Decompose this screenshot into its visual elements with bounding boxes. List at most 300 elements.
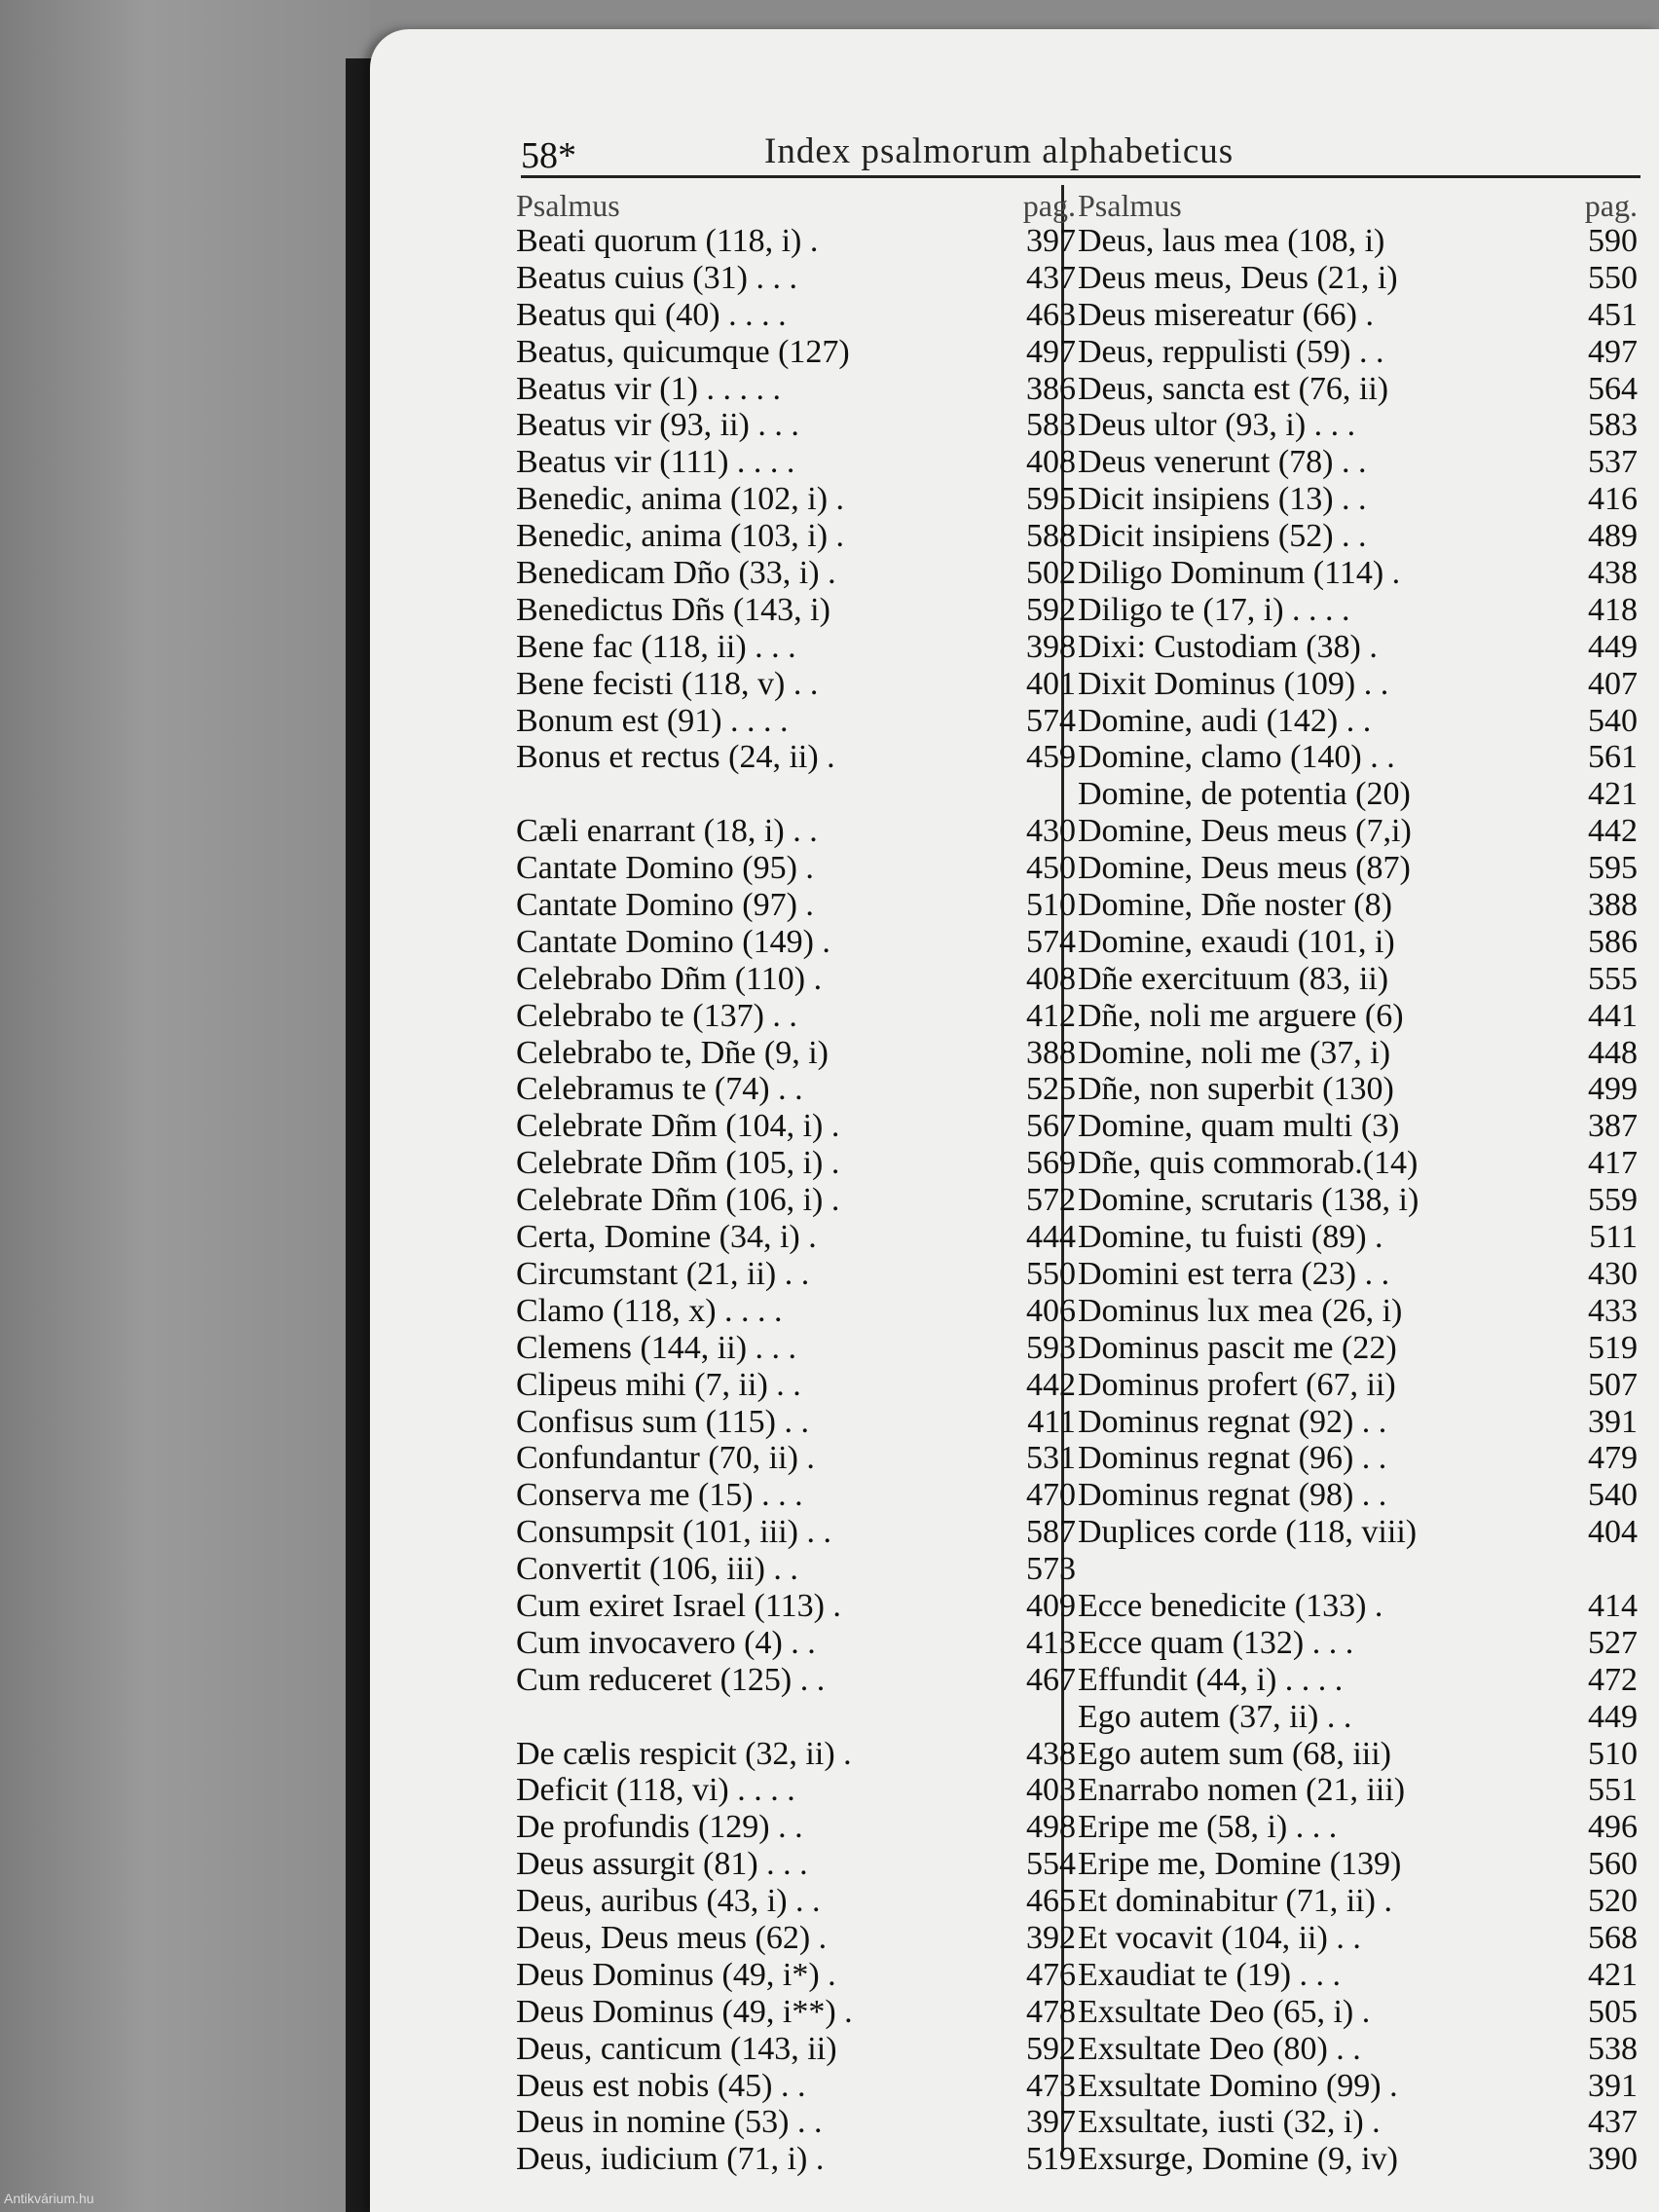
psalm-incipit: Dixi: Custodiam (38) .	[1078, 628, 1378, 665]
psalm-incipit: Dominus regnat (98) . .	[1078, 1477, 1387, 1514]
psalm-incipit: Eripe me (58, i) . . .	[1078, 1809, 1338, 1846]
index-entry	[516, 1957, 1076, 1994]
index-entry	[1078, 1662, 1638, 1699]
index-entry	[516, 1035, 1076, 1072]
index-entry	[1078, 1588, 1638, 1625]
psalm-incipit: Eripe me, Domine (139)	[1078, 1846, 1402, 1883]
index-entry	[1078, 334, 1638, 371]
psalm-incipit: Ecce quam (132) . . .	[1078, 1624, 1354, 1661]
page-reference: 442	[1588, 813, 1638, 850]
page-reference: 510	[1026, 887, 1076, 924]
page-reference: 478	[1026, 1993, 1076, 2030]
psalm-incipit: Clemens (144, ii) . . .	[516, 1329, 797, 1366]
index-entry	[1078, 2068, 1638, 2105]
index-entry	[516, 1293, 1076, 1330]
heading-psalmus: Psalmus	[1078, 188, 1182, 223]
page-reference: 538	[1588, 2030, 1638, 2067]
page-reference: 387	[1588, 1108, 1638, 1145]
page-reference: 459	[1026, 739, 1076, 776]
psalm-incipit: Deus assurgit (81) . . .	[516, 1846, 808, 1883]
index-entry	[516, 555, 1076, 592]
page-reference: 568	[1588, 1919, 1638, 1956]
psalm-incipit: Deus Dominus (49, i*) .	[516, 1956, 836, 1993]
psalm-incipit: Benedic, anima (102, i) .	[516, 481, 845, 518]
psalm-incipit: Deus ultor (93, i) . . .	[1078, 407, 1356, 444]
index-entry	[1078, 1219, 1638, 1256]
page-reference: 550	[1588, 259, 1638, 296]
psalm-incipit: Domine, Dñe noster (8)	[1078, 887, 1392, 924]
index-entry	[516, 1994, 1076, 2031]
index-entry	[1078, 1736, 1638, 1773]
psalm-incipit: Diligo Dominum (114) .	[1078, 555, 1401, 592]
psalm-incipit: Circumstant (21, ii) . .	[516, 1255, 810, 1292]
index-entry	[1078, 1071, 1638, 1108]
page-reference: 540	[1588, 1477, 1638, 1514]
index-entry	[516, 1404, 1076, 1441]
page-reference: 438	[1588, 555, 1638, 592]
page-reference: 476	[1026, 1956, 1076, 1993]
index-entry	[1078, 297, 1638, 334]
psalm-incipit: Exaudiat te (19) . . .	[1078, 1956, 1342, 1993]
psalm-incipit: Domine, tu fuisti (89) .	[1078, 1219, 1383, 1256]
index-entry	[1078, 2104, 1638, 2141]
psalm-incipit: Deus, laus mea (108, i)	[1078, 223, 1385, 259]
page-reference: 505	[1588, 1993, 1638, 2030]
page-header	[521, 97, 1641, 178]
psalm-incipit: Effundit (44, i) . . . .	[1078, 1661, 1344, 1698]
psalm-incipit: Bonus et rectus (24, ii) .	[516, 739, 835, 776]
page-reference: 502	[1026, 555, 1076, 592]
psalm-incipit: Exsultate, iusti (32, i) .	[1078, 2104, 1381, 2141]
psalm-incipit: Deus, auribus (43, i) . .	[516, 1883, 821, 1920]
index-entry	[516, 1071, 1076, 1108]
psalm-incipit: Duplices corde (118, viii)	[1078, 1514, 1418, 1551]
index-entry	[1078, 850, 1638, 887]
page-reference: 421	[1588, 1956, 1638, 1993]
psalm-incipit: Cum reduceret (125) . .	[516, 1661, 826, 1698]
psalm-incipit: Exsultate Deo (80) . .	[1078, 2030, 1361, 2067]
page-reference: 397	[1026, 2104, 1076, 2141]
index-entry	[516, 1367, 1076, 1404]
index-entry	[1078, 1994, 1638, 2031]
page-reference: 531	[1026, 1440, 1076, 1477]
psalm-incipit: Celebrate Dñm (105, i) .	[516, 1145, 840, 1182]
psalm-incipit: Beatus vir (93, ii) . . .	[516, 407, 799, 444]
page-reference: 465	[1026, 1883, 1076, 1920]
psalm-incipit: Celebrate Dñm (104, i) .	[516, 1108, 840, 1145]
index-entry	[516, 924, 1076, 961]
index-entry	[1078, 1625, 1638, 1662]
index-entry	[516, 1145, 1076, 1182]
index-entry	[516, 2068, 1076, 2105]
psalm-incipit: Benedic, anima (103, i) .	[516, 518, 845, 555]
psalm-incipit: Domine, Deus meus (7,i)	[1078, 813, 1412, 850]
page-reference: 499	[1588, 1071, 1638, 1108]
psalm-incipit: De profundis (129) . .	[516, 1809, 803, 1846]
psalm-incipit: De cælis respicit (32, ii) .	[516, 1735, 852, 1772]
psalm-incipit: Consumpsit (101, iii) . .	[516, 1514, 831, 1551]
psalm-incipit: Deus misereatur (66) .	[1078, 296, 1375, 333]
index-entry	[1078, 371, 1638, 408]
page-reference: 525	[1026, 1071, 1076, 1108]
page-reference: 507	[1588, 1366, 1638, 1403]
index-entry	[1078, 998, 1638, 1035]
index-entry	[516, 592, 1076, 629]
psalm-incipit: Dñe, non superbit (130)	[1078, 1071, 1394, 1108]
index-entry	[516, 1514, 1076, 1551]
psalm-incipit: Beatus qui (40) . . . .	[516, 296, 787, 333]
psalm-incipit: Domine, noli me (37, i)	[1078, 1034, 1391, 1071]
page-reference: 583	[1588, 407, 1638, 444]
page-reference: 537	[1588, 444, 1638, 481]
right-entry-list	[1078, 223, 1638, 2178]
index-entry	[1078, 1957, 1638, 1994]
index-entry	[1078, 1182, 1638, 1219]
page-reference: 590	[1588, 223, 1638, 259]
page-reference: 404	[1588, 1514, 1638, 1551]
index-entry	[516, 1108, 1076, 1145]
psalm-incipit: Celebramus te (74) . .	[516, 1071, 803, 1108]
book-page	[370, 29, 1659, 2212]
psalm-incipit: Confisus sum (115) . .	[516, 1403, 809, 1440]
index-entry	[516, 2104, 1076, 2141]
page-reference: 574	[1026, 923, 1076, 960]
psalm-incipit: Deus, reppulisti (59) . .	[1078, 333, 1384, 370]
page-reference: 592	[1026, 591, 1076, 628]
psalm-incipit: Deus est nobis (45) . .	[516, 2067, 806, 2104]
psalm-incipit: Bene fecisti (118, v) . .	[516, 665, 819, 702]
psalm-incipit: Cantate Domino (97) .	[516, 887, 814, 924]
psalm-incipit: Ego autem sum (68, iii)	[1078, 1735, 1392, 1772]
index-entry	[1078, 223, 1638, 260]
page-reference: 449	[1588, 628, 1638, 665]
page-reference: 511	[1589, 1219, 1638, 1256]
index-entry	[1078, 1699, 1638, 1736]
page-reference: 416	[1588, 481, 1638, 518]
psalm-incipit: Beatus, quicumque (127)	[516, 333, 850, 370]
index-entry	[1078, 1920, 1638, 1957]
index-entry	[1078, 739, 1638, 776]
page-reference: 450	[1026, 850, 1076, 887]
index-entry	[1078, 1330, 1638, 1367]
index-entry	[1078, 961, 1638, 998]
index-entry	[516, 1883, 1076, 1920]
page-reference: 519	[1026, 2141, 1076, 2178]
page-reference: 595	[1026, 481, 1076, 518]
page-reference: 593	[1026, 1329, 1076, 1366]
heading-pag: pag.	[1022, 188, 1076, 223]
page-reference: 390	[1588, 2141, 1638, 2178]
index-entry	[516, 407, 1076, 444]
index-entry	[516, 1920, 1076, 1957]
page-reference: 413	[1026, 1624, 1076, 1661]
index-entry	[1078, 592, 1638, 629]
page-reference: 412	[1026, 997, 1076, 1034]
index-entry	[516, 850, 1076, 887]
psalm-incipit: Celebrate Dñm (106, i) .	[516, 1182, 840, 1219]
index-entry	[516, 371, 1076, 408]
page-reference: 592	[1026, 2030, 1076, 2067]
page-reference: 397	[1026, 223, 1076, 259]
psalm-incipit: Exsultate Domino (99) .	[1078, 2067, 1398, 2104]
page-reference: 449	[1588, 1698, 1638, 1735]
index-entry	[1078, 407, 1638, 444]
psalm-incipit: Benedicam Dño (33, i) .	[516, 555, 836, 592]
page-reference: 561	[1588, 739, 1638, 776]
psalm-incipit: Deus meus, Deus (21, i)	[1078, 259, 1398, 296]
index-entry	[516, 703, 1076, 740]
psalm-incipit: Beatus vir (1) . . . . .	[516, 370, 781, 407]
psalm-incipit: Domine, de potentia (20)	[1078, 776, 1411, 813]
page-reference: 406	[1026, 1292, 1076, 1329]
index-entry	[1078, 518, 1638, 555]
psalm-incipit: Cantate Domino (149) .	[516, 923, 830, 960]
psalm-incipit: Ego autem (37, ii) . .	[1078, 1698, 1352, 1735]
page-reference: 554	[1026, 1846, 1076, 1883]
page-reference: 586	[1588, 923, 1638, 960]
psalm-incipit: Enarrabo nomen (21, iii)	[1078, 1772, 1406, 1809]
page-reference: 409	[1026, 1587, 1076, 1624]
page-reference: 451	[1588, 296, 1638, 333]
page-reference: 388	[1588, 887, 1638, 924]
index-entry	[516, 481, 1076, 518]
page-number: 58*	[521, 135, 576, 176]
left-column	[516, 180, 1076, 2178]
section-gap	[1078, 1551, 1638, 1588]
page-reference: 433	[1588, 1292, 1638, 1329]
page-reference: 441	[1588, 997, 1638, 1034]
page-reference: 438	[1026, 1735, 1076, 1772]
index-entry	[516, 1772, 1076, 1809]
index-entry	[1078, 1108, 1638, 1145]
page-reference: 569	[1026, 1145, 1076, 1182]
book-spine-shadow	[346, 58, 373, 2212]
index-entry	[516, 629, 1076, 666]
psalm-incipit: Cantate Domino (95) .	[516, 850, 814, 887]
index-entry	[1078, 2031, 1638, 2068]
index-entry	[1078, 924, 1638, 961]
index-entry	[1078, 2141, 1638, 2178]
psalm-incipit: Clipeus mihi (7, ii) . .	[516, 1366, 801, 1403]
page-reference: 470	[1026, 1477, 1076, 1514]
page-reference: 391	[1588, 1403, 1638, 1440]
psalm-incipit: Et dominabitur (71, ii) .	[1078, 1883, 1392, 1920]
psalm-incipit: Dicit insipiens (13) . .	[1078, 481, 1367, 518]
psalm-incipit: Dominus regnat (92) . .	[1078, 1403, 1387, 1440]
index-entry	[516, 739, 1076, 776]
psalm-incipit: Dominus profert (67, ii)	[1078, 1366, 1396, 1403]
psalm-incipit: Celebrabo te (137) . .	[516, 997, 797, 1034]
psalm-incipit: Confundantur (70, ii) .	[516, 1440, 815, 1477]
page-reference: 392	[1026, 1919, 1076, 1956]
page-reference: 408	[1026, 444, 1076, 481]
index-entry	[1078, 1883, 1638, 1920]
page-reference: 497	[1588, 333, 1638, 370]
background-surface	[0, 0, 370, 2212]
index-entry	[1078, 1256, 1638, 1293]
index-entry	[1078, 813, 1638, 850]
page-reference: 444	[1026, 1219, 1076, 1256]
section-gap	[516, 776, 1076, 813]
index-entry	[516, 887, 1076, 924]
psalm-incipit: Domine, scrutaris (138, i)	[1078, 1182, 1419, 1219]
psalm-incipit: Conserva me (15) . . .	[516, 1477, 803, 1514]
psalm-incipit: Domine, Deus meus (87)	[1078, 850, 1411, 887]
index-entry	[1078, 1514, 1638, 1551]
index-entry	[516, 1809, 1076, 1846]
section-gap	[516, 1699, 1076, 1736]
page-reference: 472	[1588, 1661, 1638, 1698]
index-entry	[516, 2031, 1076, 2068]
psalm-incipit: Deus, iudicium (71, i) .	[516, 2141, 825, 2178]
psalm-incipit: Domine, quam multi (3)	[1078, 1108, 1400, 1145]
heading-pag: pag.	[1584, 188, 1638, 223]
psalm-incipit: Dominus regnat (96) . .	[1078, 1440, 1387, 1477]
psalm-incipit: Deus, Deus meus (62) .	[516, 1919, 828, 1956]
watermark: Antikvárium.hu	[4, 2191, 94, 2206]
page-reference: 498	[1026, 1809, 1076, 1846]
index-entry	[1078, 555, 1638, 592]
psalm-incipit: Deficit (118, vi) . . . .	[516, 1772, 795, 1809]
psalm-incipit: Cum invocavero (4) . .	[516, 1624, 816, 1661]
page-reference: 467	[1026, 1661, 1076, 1698]
index-entry	[516, 1736, 1076, 1773]
index-entry	[1078, 444, 1638, 481]
index-entry	[516, 1256, 1076, 1293]
index-entry	[516, 1662, 1076, 1699]
left-entry-list	[516, 223, 1076, 2178]
page-reference: 497	[1026, 333, 1076, 370]
page-reference: 408	[1026, 960, 1076, 997]
page-reference: 496	[1588, 1809, 1638, 1846]
right-column-heading	[1078, 180, 1638, 223]
psalm-incipit: Dñe exercituum (83, ii)	[1078, 960, 1389, 997]
index-entry	[1078, 1772, 1638, 1809]
psalm-incipit: Convertit (106, iii) . .	[516, 1551, 798, 1588]
psalm-incipit: Dominus pascit me (22)	[1078, 1329, 1397, 1366]
page-reference: 442	[1026, 1366, 1076, 1403]
index-entry	[1078, 629, 1638, 666]
page-reference: 573	[1026, 1551, 1076, 1588]
psalm-incipit: Exsultate Deo (65, i) .	[1078, 1993, 1371, 2030]
index-entry	[516, 813, 1076, 850]
page-reference: 567	[1026, 1108, 1076, 1145]
index-entry	[516, 1551, 1076, 1588]
psalm-incipit: Deus in nomine (53) . .	[516, 2104, 823, 2141]
page-reference: 448	[1588, 1034, 1638, 1071]
page-reference: 559	[1588, 1182, 1638, 1219]
heading-psalmus: Psalmus	[516, 188, 620, 223]
page-reference: 520	[1588, 1883, 1638, 1920]
psalm-incipit: Dñe, quis commorab.(14)	[1078, 1145, 1419, 1182]
psalm-incipit: Deus, canticum (143, ii)	[516, 2030, 837, 2067]
psalm-incipit: Beati quorum (118, i) .	[516, 223, 819, 259]
page-reference: 510	[1588, 1735, 1638, 1772]
index-entry	[1078, 1293, 1638, 1330]
page-reference: 574	[1026, 702, 1076, 739]
page-reference: 437	[1588, 2104, 1638, 2141]
index-entry	[516, 2141, 1076, 2178]
psalm-incipit: Bonum est (91) . . . .	[516, 702, 789, 739]
page-reference: 560	[1588, 1846, 1638, 1883]
index-entry	[1078, 776, 1638, 813]
page-reference: 550	[1026, 1255, 1076, 1292]
index-entry	[516, 1330, 1076, 1367]
index-entry	[516, 1846, 1076, 1883]
psalm-incipit: Cæli enarrant (18, i) . .	[516, 813, 818, 850]
psalm-incipit: Deus Dominus (49, i**) .	[516, 1993, 853, 2030]
page-reference: 473	[1026, 2067, 1076, 2104]
index-entry	[516, 1477, 1076, 1514]
page-reference: 595	[1588, 850, 1638, 887]
index-entry	[1078, 1846, 1638, 1883]
index-entry	[516, 223, 1076, 260]
page-reference: 519	[1588, 1329, 1638, 1366]
page-reference: 386	[1026, 370, 1076, 407]
page-reference: 564	[1588, 370, 1638, 407]
page-reference: 479	[1588, 1440, 1638, 1477]
index-entry	[1078, 1035, 1638, 1072]
index-entry	[516, 1588, 1076, 1625]
page-reference: 430	[1026, 813, 1076, 850]
psalm-incipit: Deus venerunt (78) . .	[1078, 444, 1367, 481]
psalm-incipit: Dicit insipiens (52) . .	[1078, 518, 1367, 555]
page-reference: 421	[1588, 776, 1638, 813]
psalm-incipit: Domine, exaudi (101, i)	[1078, 923, 1395, 960]
psalm-incipit: Exsurge, Domine (9, iv)	[1078, 2141, 1398, 2178]
index-entry	[516, 297, 1076, 334]
page-reference: 391	[1588, 2067, 1638, 2104]
psalm-incipit: Dixit Dominus (109) . .	[1078, 665, 1389, 702]
psalm-incipit: Domini est terra (23) . .	[1078, 1255, 1390, 1292]
page-reference: 437	[1026, 259, 1076, 296]
index-entry	[516, 444, 1076, 481]
page-reference: 430	[1588, 1255, 1638, 1292]
index-entry	[1078, 481, 1638, 518]
page-reference: 583	[1026, 407, 1076, 444]
index-entry	[1078, 260, 1638, 297]
psalm-incipit: Celebrabo te, Dñe (9, i)	[516, 1034, 829, 1071]
psalm-incipit: Domine, audi (142) . .	[1078, 702, 1372, 739]
index-entry	[1078, 666, 1638, 703]
psalm-incipit: Et vocavit (104, ii) . .	[1078, 1919, 1361, 1956]
index-entry	[516, 961, 1076, 998]
page-reference: 463	[1026, 296, 1076, 333]
page-reference: 411	[1027, 1403, 1076, 1440]
psalm-incipit: Certa, Domine (34, i) .	[516, 1219, 817, 1256]
index-entry	[1078, 887, 1638, 924]
page-reference: 587	[1026, 1514, 1076, 1551]
page-reference: 540	[1588, 702, 1638, 739]
page-reference: 527	[1588, 1624, 1638, 1661]
page-reference: 417	[1588, 1145, 1638, 1182]
index-entry	[1078, 1367, 1638, 1404]
index-entry	[1078, 1440, 1638, 1477]
index-entry	[516, 1182, 1076, 1219]
page-reference: 388	[1026, 1034, 1076, 1071]
index-entry	[516, 998, 1076, 1035]
page-reference: 489	[1588, 518, 1638, 555]
index-entry	[516, 1625, 1076, 1662]
index-entry	[516, 518, 1076, 555]
index-entry	[516, 260, 1076, 297]
psalm-incipit: Ecce benedicite (133) .	[1078, 1587, 1383, 1624]
index-entry	[516, 1440, 1076, 1477]
index-entry	[1078, 1809, 1638, 1846]
page-reference: 572	[1026, 1182, 1076, 1219]
running-title: Index psalmorum alphabeticus	[764, 131, 1235, 171]
psalm-incipit: Clamo (118, x) . . . .	[516, 1292, 783, 1329]
